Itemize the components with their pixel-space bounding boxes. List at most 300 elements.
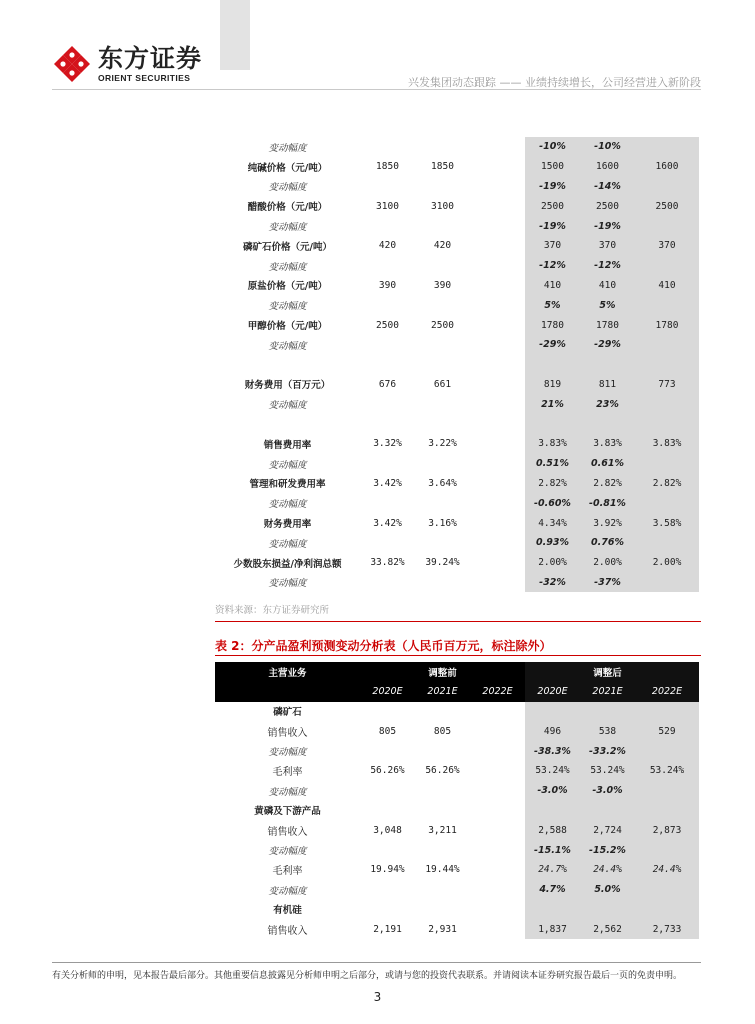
table-row [215,533,699,553]
table-cell [635,394,699,414]
table-cell [635,880,699,900]
source-divider [215,621,701,622]
table-cell [580,355,635,375]
table-cell [470,493,525,513]
table-cell [470,880,525,900]
table-row [215,840,699,860]
table-cell: 2500 [525,196,580,216]
row-label: 毛利率 [272,866,303,878]
table-cell: 819 [525,375,580,395]
forecast-assumption-table [215,137,699,592]
table-cell [470,513,525,533]
table-cell: 2.00% [580,553,635,573]
row-label: 甲醇价格（元/吨） [247,321,328,333]
table-cell: 24.4% [580,860,635,880]
row-label: 磷矿石价格（元/吨） [243,241,332,253]
table-row [215,216,699,236]
table-cell [635,900,699,920]
table-cell: 2.00% [525,553,580,573]
table-cell [470,741,525,761]
table-cell: -33.2% [580,741,635,761]
table-cell: 4.34% [525,513,580,533]
table-cell: 370 [635,236,699,256]
table-cell: -0.81% [580,493,635,513]
table-cell: 3.16% [428,517,457,529]
table-cell: 0.93% [525,533,580,553]
table-cell: 3.42% [373,477,402,489]
table-cell [525,801,580,821]
table-cell: 2,873 [635,820,699,840]
table-cell: 0.76% [580,533,635,553]
row-label: 少数股东损益/净利润总额 [233,558,342,570]
table-row [215,256,699,276]
table-cell [635,801,699,821]
table-cell: 1600 [580,157,635,177]
row-label: 销售收入 [267,925,308,937]
table-cell: -3.0% [525,781,580,801]
row-label [215,414,360,434]
row-label: 醋酸价格（元/吨） [247,202,328,214]
table-cell: 676 [378,378,397,390]
table-cell: 0.61% [580,454,635,474]
company-logo [52,44,202,84]
table-cell: 811 [580,375,635,395]
table-row [215,474,699,494]
table-cell [635,493,699,513]
table-cell: 661 [433,378,452,390]
table-cell [360,533,415,553]
table-row [215,394,699,414]
row-label: 有机硅 [273,905,302,917]
table-cell: 3100 [376,200,399,212]
table-cell: 410 [635,276,699,296]
page-number: 3 [373,990,382,1004]
table-cell [470,840,525,860]
table-cell: 4.7% [525,880,580,900]
table-row [215,157,699,177]
table-row [215,236,699,256]
table-cell: 21% [525,394,580,414]
table-cell: 2,931 [428,923,457,935]
table-cell [415,840,470,860]
row-label: 变动幅度 [268,340,307,352]
table-cell [415,573,470,593]
table2-header-row-2 [215,682,699,702]
table-cell [635,137,699,157]
row-label: 纯碱价格（元/吨） [247,162,328,174]
table-row [215,860,699,880]
table-row [215,702,699,722]
table-cell [360,840,415,860]
row-label: 变动幅度 [268,538,307,550]
row-label: 财务费用（百万元） [244,380,331,392]
table-cell: 19.44% [425,864,460,876]
table-cell [415,781,470,801]
year-header: 2021E [415,682,470,702]
table-cell: -19% [580,216,635,236]
row-label: 变动幅度 [268,747,307,759]
table-cell [470,820,525,840]
table-cell: 1780 [635,315,699,335]
table-cell [470,355,525,375]
table-cell [635,414,699,434]
row-label: 变动幅度 [268,578,307,590]
footer-disclaimer: 有关分析师的申明，见本报告最后部分。其他重要信息披露见分析师申明之后部分，或请与您的投资代表联系。并请阅读本证券研究报告最后一页的免责申明。 [52,971,683,981]
table-row [215,493,699,513]
row-label: 变动幅度 [268,142,307,154]
table-cell: 53.24% [635,761,699,781]
table-row [215,801,699,821]
table-cell: 2.82% [635,474,699,494]
table-cell [360,781,415,801]
row-label: 变动幅度 [268,400,307,412]
table-cell [470,702,525,722]
table-cell [360,177,415,197]
table-row [215,553,699,573]
table-cell [470,137,525,157]
table-cell [470,315,525,335]
row-label: 毛利率 [272,767,303,779]
table-cell [360,295,415,315]
table-cell: 2500 [376,319,399,331]
table-cell: 3100 [431,200,454,212]
table-cell: 3.83% [635,434,699,454]
table-row [215,454,699,474]
table-cell [360,216,415,236]
table-cell [360,880,415,900]
table-cell: -10% [525,137,580,157]
table-row [215,177,699,197]
table-cell: 5% [580,295,635,315]
table-cell [470,375,525,395]
table-cell: 370 [525,236,580,256]
header-divider [52,89,701,90]
table-cell [415,533,470,553]
table-cell: -0.60% [525,493,580,513]
row-label: 原盐价格（元/吨） [247,281,328,293]
header-after-adjustment: 调整后 [580,662,635,682]
row-label: 管理和研发费用率 [249,479,326,491]
table-cell [360,573,415,593]
table-cell [470,276,525,296]
table-cell [415,256,470,276]
table-cell [360,741,415,761]
table-cell: 39.24% [425,557,460,569]
table-cell [415,355,470,375]
table-cell: 53.24% [525,761,580,781]
table-cell [635,533,699,553]
table-cell [470,721,525,741]
table-cell: 2,562 [580,919,635,939]
table-cell: 773 [635,375,699,395]
table-cell [635,454,699,474]
header-gray-band [220,0,250,70]
orient-logo-icon [52,44,92,84]
table-cell: -15.1% [525,840,580,860]
table-cell [415,880,470,900]
table-cell [635,335,699,355]
table-cell [415,900,470,920]
table-cell: 410 [580,276,635,296]
table-cell: 56.26% [425,765,460,777]
table-cell: 3.83% [525,434,580,454]
table-cell: 24.7% [525,860,580,880]
table-cell [635,177,699,197]
table-cell [360,801,415,821]
table-cell [415,493,470,513]
table-cell [470,761,525,781]
table-cell: 3,048 [373,824,402,836]
table-cell [415,702,470,722]
table-row [215,919,699,939]
table-cell: -29% [580,335,635,355]
table-cell [470,414,525,434]
table-cell [470,295,525,315]
table-cell: 2,588 [525,820,580,840]
table-cell: 805 [433,725,452,737]
table-cell [580,414,635,434]
table-cell: 0.51% [525,454,580,474]
row-label: 变动幅度 [268,885,307,897]
table-cell [635,295,699,315]
table-cell: 3.58% [635,513,699,533]
table-cell: 1850 [431,161,454,173]
table-row [215,196,699,216]
table-cell: -3.0% [580,781,635,801]
table-cell [470,394,525,414]
table-row [215,880,699,900]
table-cell: -19% [525,216,580,236]
table-row [215,137,699,157]
table-cell: 529 [635,721,699,741]
table-row [215,761,699,781]
table-cell: -12% [580,256,635,276]
table-cell [635,355,699,375]
table-cell [415,414,470,434]
table-cell: 2.82% [580,474,635,494]
table-cell: 33.82% [370,557,405,569]
table-row [215,355,699,375]
table-row [215,573,699,593]
table-cell: -12% [525,256,580,276]
table-cell [470,801,525,821]
row-label: 变动幅度 [268,301,307,313]
table-row [215,781,699,801]
table-cell [635,573,699,593]
table-cell: 23% [580,394,635,414]
table-cell [360,493,415,513]
table-row [215,315,699,335]
table2-title-divider [215,655,701,656]
table-cell: 1600 [635,157,699,177]
year-header: 2022E [470,682,525,702]
table-cell: -10% [580,137,635,157]
table-cell [470,216,525,236]
table-cell [470,434,525,454]
year-header: 2020E [525,682,580,702]
row-label: 磷矿石 [273,707,302,719]
table-cell [525,414,580,434]
table-cell: 3.32% [373,438,402,450]
table-cell: -38.3% [525,741,580,761]
table-cell [635,840,699,860]
profit-forecast-table [215,662,699,939]
table-cell: 2,724 [580,820,635,840]
table-cell: 3.92% [580,513,635,533]
table-row [215,434,699,454]
row-label: 销售收入 [267,727,308,739]
table-cell: -15.2% [580,840,635,860]
table-cell [525,702,580,722]
row-label: 黄磷及下游产品 [254,806,321,818]
table-cell [360,702,415,722]
table-cell: 410 [525,276,580,296]
table-cell: 3.42% [373,517,402,529]
table-cell [415,454,470,474]
table-cell: 370 [580,236,635,256]
year-header: 2020E [360,682,415,702]
table-cell: 2500 [635,196,699,216]
table-cell: 2,733 [635,919,699,939]
table-cell: 390 [378,279,397,291]
table-cell: 5% [525,295,580,315]
table-cell [360,256,415,276]
table-cell [470,236,525,256]
row-label: 销售收入 [267,826,308,838]
footer-divider [52,962,701,963]
table-cell: 496 [525,721,580,741]
table-cell [415,335,470,355]
table-cell [470,256,525,276]
table-cell [470,177,525,197]
table-cell: 390 [433,279,452,291]
table-cell [580,702,635,722]
table-cell [360,454,415,474]
table-cell [415,295,470,315]
table2-title: 表 2：分产品盈利预测变动分析表（人民币百万元，标注除外） [215,639,552,653]
header-main-business: 主营业务 [215,662,360,682]
year-header: 2022E [635,682,699,702]
table-cell: 5.0% [580,880,635,900]
table-cell [470,573,525,593]
table-cell [415,216,470,236]
table-cell: 420 [433,240,452,252]
table-row [215,741,699,761]
header-before-adjustment: 调整前 [415,662,470,682]
table-row [215,414,699,434]
table-cell [360,335,415,355]
table-cell: 19.94% [370,864,405,876]
table-cell [470,157,525,177]
table-cell [525,355,580,375]
table-cell: 1850 [376,161,399,173]
table-cell [415,801,470,821]
table-cell [415,394,470,414]
table-cell [635,702,699,722]
table-cell: 3.22% [428,438,457,450]
table-cell: -37% [580,573,635,593]
table-cell [415,177,470,197]
table-cell [470,860,525,880]
report-title: 兴发集团动态跟踪 —— 业绩持续增长，公司经营进入新阶段 [408,76,701,89]
table-row [215,513,699,533]
table-cell: 2500 [580,196,635,216]
row-label: 变动幅度 [268,499,307,511]
table-cell [580,801,635,821]
table-cell [360,355,415,375]
table-cell [635,256,699,276]
source-note: 资料来源：东方证券研究所 [215,605,330,616]
table-cell [415,741,470,761]
table-cell: 3,211 [428,824,457,836]
table-cell: 24.4% [635,860,699,880]
table-cell [470,781,525,801]
table-cell [360,414,415,434]
table-cell: 805 [378,725,397,737]
table2-header-row-1 [215,662,699,682]
table-cell [415,137,470,157]
table-cell [470,196,525,216]
table-cell [470,454,525,474]
row-label: 变动幅度 [268,182,307,194]
table-cell: 538 [580,721,635,741]
row-label: 变动幅度 [268,261,307,273]
table-cell: 1780 [580,315,635,335]
table-cell: 1500 [525,157,580,177]
table-cell: 3.83% [580,434,635,454]
table-cell: 2.00% [635,553,699,573]
table-row [215,900,699,920]
table-cell: 1780 [525,315,580,335]
table-row [215,295,699,315]
table-cell [470,533,525,553]
table-cell [360,900,415,920]
table-cell [470,919,525,939]
table-cell [525,900,580,920]
table-cell: -32% [525,573,580,593]
row-label: 变动幅度 [268,459,307,471]
table-row [215,335,699,355]
row-label: 变动幅度 [268,846,307,858]
table-cell [470,335,525,355]
row-label: 财务费用率 [263,519,312,531]
table-cell: -19% [525,177,580,197]
row-label: 变动幅度 [268,786,307,798]
table-cell: 53.24% [580,761,635,781]
table-cell: 2.82% [525,474,580,494]
logo-english-name: ORIENT SECURITIES [98,73,191,83]
table-cell [470,900,525,920]
table-cell: -14% [580,177,635,197]
row-label: 销售费用率 [263,439,312,451]
table-cell [360,137,415,157]
table-row [215,276,699,296]
table-cell [635,781,699,801]
table-cell: 56.26% [370,765,405,777]
table-cell: -29% [525,335,580,355]
table-row [215,820,699,840]
table-cell [635,741,699,761]
table-cell [470,474,525,494]
table-cell: 3.64% [428,477,457,489]
table-cell: 2500 [431,319,454,331]
table-cell: 420 [378,240,397,252]
row-label [215,355,360,375]
table-row [215,375,699,395]
table-cell [470,553,525,573]
table-cell [580,900,635,920]
table-cell [635,216,699,236]
